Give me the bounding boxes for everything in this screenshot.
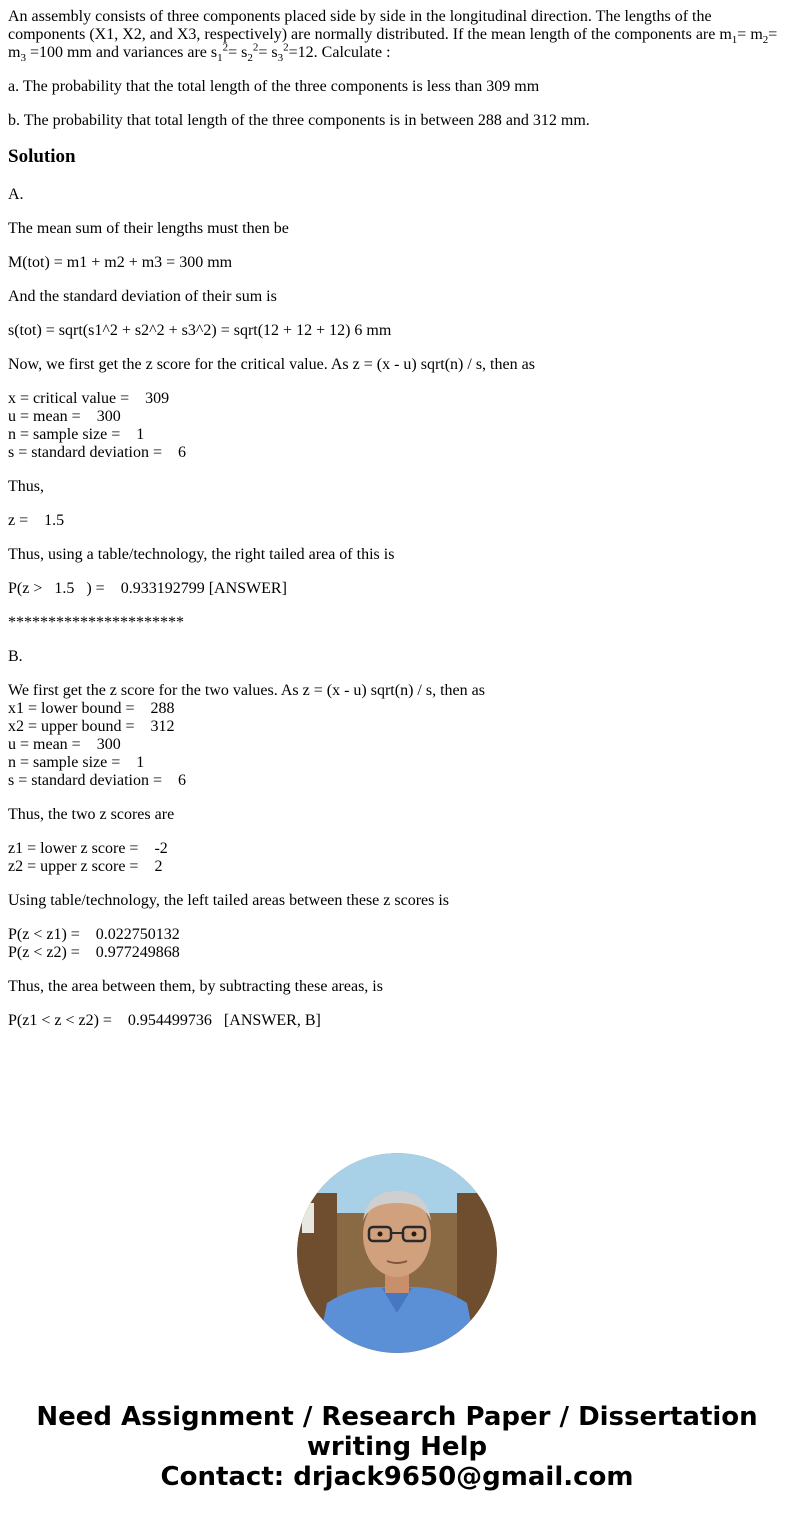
std-dev-line: s = standard deviation = 6 [8,444,187,461]
std-dev-line: s = standard deviation = 6 [8,772,187,789]
subscript: 3 [20,52,26,65]
z-scores [8,840,786,876]
part-b-label: B. [8,648,23,665]
footer-contact: Contact: drjack9650@gmail.com [160,1462,634,1492]
question-fragment: =100 mm and variances are s [25,44,218,61]
subscript: 1 [217,52,223,65]
upper-bound-line: x2 = upper bound = 312 [8,718,175,735]
question-part-a: a. The probability that the total length of the three components is less than 309 mm [8,78,540,95]
z-score-intro: Now, we first get the z score for the critical value. As z = (x - u) sqrt(n) / s, then as [8,356,535,373]
part-b-intro: We first get the z score for the two values. As z = (x - u) sqrt(n) / s, then as [8,682,485,699]
part-b-parameters [8,682,786,790]
sample-size-line: n = sample size = 1 [8,426,145,443]
question-text [8,8,786,65]
subscript: 3 [277,52,284,65]
subscript: 2 [247,52,253,65]
answer-b: P(z1 < z < z2) = 0.954499736 [ANSWER, B] [8,1012,321,1029]
subscript: 1 [731,34,738,47]
question-intro: An assembly consists of three components placed side by side in the longitudinal direction. The lengths of the components (X1, X2, and X3, respectively) are normally distributed. If the mean length of the components are m [8,8,732,43]
question-part-b: b. The probability that total length of the three components is in between 288 and 312 mm. [8,112,590,129]
part-a-label: A. [8,186,24,203]
critical-value-line: x = critical value = 309 [8,390,170,407]
lower-z-line: z1 = lower z score = -2 [8,840,168,857]
mean-sum-text: The mean sum of their lengths must then be [8,220,289,237]
question-fragment: = s [258,44,278,61]
p-z1-line: P(z < z1) = 0.022750132 [8,926,180,943]
upper-z-line: z2 = upper z score = 2 [8,858,163,875]
z-value-line: z = 1.5 [8,512,65,529]
table-text: Thus, using a table/technology, the right tailed area of this is [8,546,395,563]
sd-total-equation: s(tot) = sqrt(s1^2 + s2^2 + s3^2) = sqrt(12 + 12 + 12) 6 mm [8,322,392,339]
superscript: 2 [222,41,229,54]
subscript: 2 [762,34,769,47]
footer-banner [0,1402,794,1492]
question-fragment: = s [228,44,248,61]
part-a-parameters [8,390,786,462]
sample-size-line: n = sample size = 1 [8,754,145,771]
sd-sum-text: And the standard deviation of their sum is [8,288,277,305]
question-fragment: = m [8,26,778,61]
footer-line-2: writing Help [306,1432,488,1462]
question-fragment: = m [737,26,763,43]
left-tail-text: Using table/technology, the left tailed areas between these z scores is [8,892,450,909]
solution-heading: Solution [8,146,76,167]
separator-stars: ********************** [8,614,184,631]
mean-line: u = mean = 300 [8,408,121,425]
document-body [8,8,786,1046]
question-fragment: =12. Calculate : [288,44,391,61]
superscript: 2 [252,41,259,54]
avatar [297,1153,497,1353]
avatar-photo [297,1153,497,1353]
thus-text: Thus, [8,478,44,495]
mean-total-equation: M(tot) = m1 + m2 + m3 = 300 mm [8,254,233,271]
lower-bound-line: x1 = lower bound = 288 [8,700,175,717]
mean-line: u = mean = 300 [8,736,121,753]
tail-areas [8,926,786,962]
subtract-text: Thus, the area between them, by subtracting these areas, is [8,978,383,995]
p-z2-line: P(z < z2) = 0.977249868 [8,944,180,961]
superscript: 2 [283,41,289,54]
answer-a: P(z > 1.5 ) = 0.933192799 [ANSWER] [8,580,287,597]
footer-line-1: Need Assignment / Research Paper / Dissertation [36,1402,758,1432]
two-z-text: Thus, the two z scores are [8,806,175,823]
